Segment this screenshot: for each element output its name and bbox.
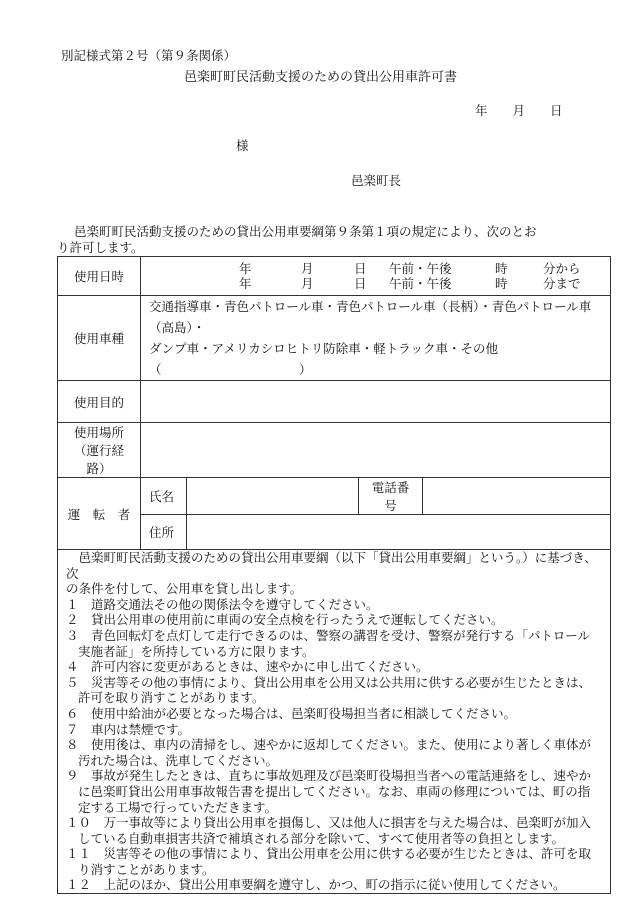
intro-text-line1: 邑楽町町民活動支援のための貸出公用車要綱第９条第１項の規定により、次のとお (74, 224, 537, 239)
vehicle-type-options[interactable] (141, 296, 611, 381)
usage-date-label: 使用日時 (58, 257, 141, 296)
condition-item: ２ 貸出公用車の使用前に車両の安全点検を行ったうえで運転してください。 (66, 612, 504, 628)
usage-date-from: 年 月 日 午前・午後 時 分から (239, 261, 581, 276)
condition-item: １１ 災害等その他の事情により、貸出公用車を公用に供する必要が生じたときは、許可を取り消すことがあります。 (66, 846, 592, 877)
form-number: 別記様式第２号（第９条関係） (61, 48, 237, 63)
driver-address-field[interactable] (187, 515, 611, 550)
vehicle-type-line1: 交通指導車・青色パトロール車・青色パトロール車（長柄）・青色パトロール車（高島）・ (149, 299, 592, 335)
recipient-suffix: 様 (236, 138, 249, 153)
condition-item: ６ 使用中給油が必要となった場合は、邑楽町役場担当者に相談してください。 (66, 705, 517, 721)
intro-text-line2: り許可します。 (57, 240, 144, 255)
usage-purpose-field[interactable] (141, 381, 611, 423)
condition-item: ９ 事故が発生したときは、直ちに事故処理及び邑楽町役場担当者への電話連絡をし、速やかに邑楽町貸出公用車事故報告書を提出してください。なお、車両の修理については、町の指定する工場で行っていただきます。 (66, 768, 592, 815)
condition-item: ４ 許可内容に変更があるときは、速やかに申し出てください。 (66, 659, 429, 675)
document-title: 邑楽町町民活動支援のための貸出公用車許可書 (184, 70, 458, 85)
condition-item: １ 道路交通法その他の関係法令を遵守してください。 (66, 596, 379, 612)
condition-item: ８ 使用後は、車内の清掃をし、速やかに返却してください。また、使用により著しく車体が汚れた場合は、洗車してください。 (66, 737, 592, 768)
vehicle-type-label: 使用車種 (58, 296, 141, 381)
usage-purpose-label: 使用目的 (58, 381, 141, 423)
driver-name-label: 氏名 (141, 478, 187, 515)
condition-item: １２ 上記のほか、貸出公用車要綱を遵守し、かつ、町の指示に従い使用してください。 (66, 877, 566, 893)
condition-item: ３ 青色回転灯を点灯して走行できるのは、警察の講習を受け、警察が発行する「パトロール実施者証」を所持している方に限ります。 (66, 627, 591, 659)
conditions-intro-line2: の条件を付して、公用車を貸し出します。 (66, 581, 303, 597)
driver-name-field[interactable] (187, 478, 359, 515)
permit-form-table (57, 256, 611, 894)
usage-place-field[interactable] (141, 423, 611, 478)
permit-conditions (58, 550, 611, 894)
issue-date: 年 月 日 (475, 103, 563, 118)
usage-date-to: 年 月 日 午前・午後 時 分まで (239, 276, 581, 291)
conditions-intro-line1: 邑楽町町民活動支援のための貸出公用車要綱（以下「貸出公用車要綱」という。）に基づき、次 (66, 550, 597, 581)
condition-item: ７ 車内は禁煙です。 (66, 721, 191, 737)
condition-item: １０ 万一事故等により貸出公用車を損傷し、又は他人に損害を与えた場合は、邑楽町が加入している自動車損害共済で補填される部分を除いて、すべて使用者等の負担とします。 (66, 815, 592, 846)
driver-label: 運 転 者 (58, 478, 141, 550)
issuer-name: 邑楽町長 (351, 173, 402, 188)
vehicle-type-line2: ダンプ車・アメリカシロヒトリ防除車・軽トラック車・その他（ ） (149, 341, 499, 377)
usage-place-label: 使用場所 （運行経路） (58, 423, 141, 478)
condition-item: ５ 災害等その他の事情により、貸出公用車を公用又は公共用に供する必要が生じたときは、許可を取り消すことがあります。 (66, 674, 592, 706)
usage-date-field[interactable] (141, 257, 611, 296)
driver-phone-field[interactable] (423, 478, 611, 515)
driver-phone-label: 電話番号 (359, 478, 423, 515)
driver-address-label: 住所 (141, 515, 187, 550)
